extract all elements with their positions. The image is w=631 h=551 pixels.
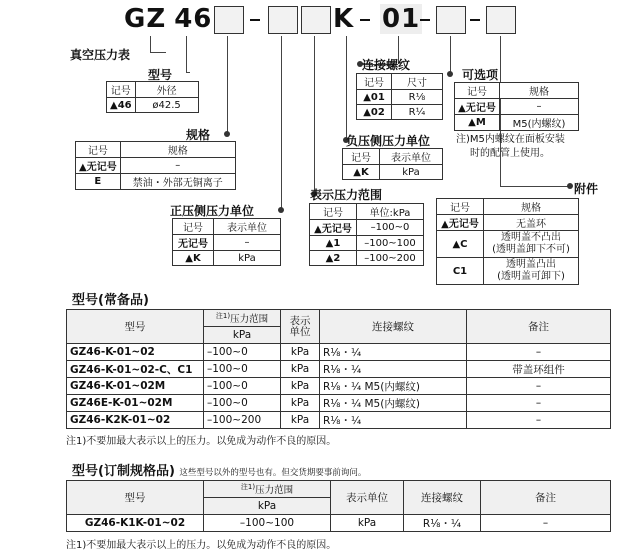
cell: –100~100: [357, 236, 424, 251]
range-label: 表示压力范围: [310, 188, 383, 202]
option-table: [454, 82, 579, 131]
custom-footnote: 注1)不要加最大表示以上的压力。以免成为动作不良的原因。: [66, 540, 337, 551]
code-dash: [360, 19, 370, 21]
cell: –: [500, 99, 579, 115]
custom-table: [66, 480, 611, 532]
cell: kPa: [331, 515, 404, 532]
th-remark: 备注: [467, 310, 611, 344]
leader-line: [450, 36, 451, 74]
cell: ▲K: [173, 251, 214, 266]
cell: ▲C: [437, 231, 484, 258]
code-size: 46: [174, 4, 213, 34]
cell: 禁油・外部无铜离子: [120, 174, 235, 190]
cell: –100~200: [357, 251, 424, 266]
thread-label: 连接螺纹: [362, 58, 411, 72]
cell: kPa: [281, 412, 320, 429]
cell: 记号: [437, 199, 484, 215]
cell: kPa: [281, 395, 320, 412]
cell: 记号: [343, 149, 380, 165]
cell: –100~0: [357, 220, 424, 236]
table-row: [67, 344, 611, 361]
th-range-unit: kPa: [204, 327, 281, 344]
cell: R⅛・¼: [320, 344, 467, 361]
cell: –: [120, 158, 235, 174]
cell: 记号: [310, 204, 357, 220]
cell: –100~100: [204, 515, 331, 532]
table-row: [67, 412, 611, 429]
leader-line: [150, 36, 151, 52]
option-note: 时的配管上使用。: [470, 148, 550, 159]
th-range: $^{注1)}$压力范围: [204, 481, 331, 498]
code-dash: [470, 19, 480, 21]
cell: ▲K: [343, 165, 380, 180]
leader-line: [346, 36, 347, 140]
th-model: 型号: [67, 481, 204, 515]
leader-line: [227, 36, 228, 134]
leader-dot: [447, 71, 453, 77]
cell: GZ46-K-01~02M: [67, 378, 204, 395]
th-remark: 备注: [481, 481, 611, 515]
cell: GZ46-K1K-01~02: [67, 515, 204, 532]
spec-label: 规格: [186, 128, 211, 142]
code-box-range: [301, 6, 331, 34]
accessory-table: [436, 198, 579, 285]
leader-dot: [278, 207, 284, 213]
cell: ▲M: [455, 115, 500, 131]
custom-subtitle: 这些型号以外的型号也有。但交货期要事前询问。: [179, 468, 367, 478]
cell: ▲1: [310, 236, 357, 251]
table-row: [67, 361, 611, 378]
cell: –: [467, 344, 611, 361]
cell: 记号: [107, 82, 136, 98]
std-footnote: 注1)不要加最大表示以上的压力。以免成为动作不良的原因。: [66, 436, 337, 447]
th-thread: 连接螺纹: [404, 481, 481, 515]
cell: –100~0: [204, 395, 281, 412]
cell: 表示单位: [214, 219, 281, 235]
code-k: K: [333, 4, 355, 34]
cell: 外径: [135, 82, 198, 98]
code-thread: 01: [382, 4, 421, 34]
pos-unit-table: [172, 218, 281, 266]
neg-unit-label: 负压侧压力单位: [346, 134, 431, 148]
th-disp: 表示单位: [331, 481, 404, 515]
cell: kPa: [214, 251, 281, 266]
cell: R⅛・¼: [404, 515, 481, 532]
th-range-unit: kPa: [204, 498, 331, 515]
neg-unit-table: [342, 148, 443, 180]
cell: –: [467, 395, 611, 412]
cell: M5(内螺纹): [500, 115, 579, 131]
cell: ø42.5: [135, 98, 198, 113]
cell: –: [214, 235, 281, 251]
cell: kPa: [281, 378, 320, 395]
table-row: [67, 395, 611, 412]
pos-unit-label: 正压侧压力单位: [170, 204, 255, 218]
cell: GZ46-K2K-01~02: [67, 412, 204, 429]
model-label: 型号: [148, 68, 173, 82]
cell: 无盖环: [484, 215, 579, 231]
cell: –: [467, 378, 611, 395]
std-title: 型号(常备品): [72, 293, 149, 308]
code-box-accessory: [486, 6, 516, 34]
cell: R⅛・¼: [320, 412, 467, 429]
code-box-spec: [214, 6, 244, 34]
model-table: [106, 81, 199, 113]
code-box-option: [436, 6, 466, 34]
cell: ▲2: [310, 251, 357, 266]
cell: 记号: [455, 83, 500, 99]
cell: GZ46E-K-01~02M: [67, 395, 204, 412]
leader-line: [500, 186, 570, 187]
cell: kPa: [281, 344, 320, 361]
cell: 带盖环组件: [467, 361, 611, 378]
cell: C1: [437, 258, 484, 285]
cell: ▲无记号: [76, 158, 121, 174]
th-range: $^{注1)}$压力范围: [204, 310, 281, 327]
cell: GZ46-K-01~02-C、C1: [67, 361, 204, 378]
vacuum-label: 真空压力表: [70, 48, 131, 62]
leader-line: [186, 36, 187, 72]
cell: –: [481, 515, 611, 532]
cell: 单位:kPa: [357, 204, 424, 220]
leader-line: [281, 36, 282, 210]
cell: ▲01: [357, 90, 392, 105]
std-table: [66, 309, 611, 429]
cell: 表示单位: [380, 149, 443, 165]
leader-line: [150, 52, 166, 53]
cell: 规格: [484, 199, 579, 215]
cell: 无记号: [173, 235, 214, 251]
th-disp: 表示 单位: [281, 310, 320, 344]
accessory-label: 附件: [574, 182, 599, 196]
table-row: [67, 515, 611, 532]
cell: R⅛: [392, 90, 443, 105]
cell: 透明盖凸出 (透明盖可卸下): [484, 258, 579, 285]
code-box-pos-unit: [268, 6, 298, 34]
th-thread: 连接螺纹: [320, 310, 467, 344]
cell: 尺寸: [392, 74, 443, 90]
cell: 规格: [500, 83, 579, 99]
leader-line: [186, 72, 190, 73]
code-dash: [420, 19, 430, 21]
cell: 记号: [173, 219, 214, 235]
cell: 透明盖不凸出 (透明盖卸下不可): [484, 231, 579, 258]
cell: ▲无记号: [437, 215, 484, 231]
cell: ▲46: [107, 98, 136, 113]
cell: R¼: [392, 105, 443, 120]
cell: kPa: [380, 165, 443, 180]
cell: ▲02: [357, 105, 392, 120]
custom-title: 型号(订制规格品) 这些型号以外的型号也有。但交货期要事前询问。: [72, 464, 367, 479]
cell: GZ46-K-01~02: [67, 344, 204, 361]
cell: ▲无记号: [455, 99, 500, 115]
leader-line: [314, 36, 315, 194]
option-note: 注)M5内螺纹在面板安装: [456, 134, 565, 145]
cell: –100~200: [204, 412, 281, 429]
cell: 规格: [120, 142, 235, 158]
cell: E: [76, 174, 121, 190]
cell: –100~0: [204, 361, 281, 378]
cell: 记号: [357, 74, 392, 90]
cell: R⅛・¼ M5(内螺纹): [320, 395, 467, 412]
cell: 记号: [76, 142, 121, 158]
spec-table: [75, 141, 236, 190]
table-row: [67, 378, 611, 395]
cell: ▲无记号: [310, 220, 357, 236]
cell: –100~0: [204, 378, 281, 395]
thread-table: [356, 73, 443, 120]
leader-dot: [224, 131, 230, 137]
th-model: 型号: [67, 310, 204, 344]
range-table: [309, 203, 424, 266]
cell: –: [467, 412, 611, 429]
cell: –100~0: [204, 344, 281, 361]
cell: R⅛・¼ M5(内螺纹): [320, 378, 467, 395]
cell: kPa: [281, 361, 320, 378]
code-dash: [250, 19, 260, 21]
code-prefix: GZ 46: [124, 4, 213, 34]
cell: R⅛・¼: [320, 361, 467, 378]
leader-dot: [567, 183, 573, 189]
option-label: 可选项: [462, 68, 499, 82]
